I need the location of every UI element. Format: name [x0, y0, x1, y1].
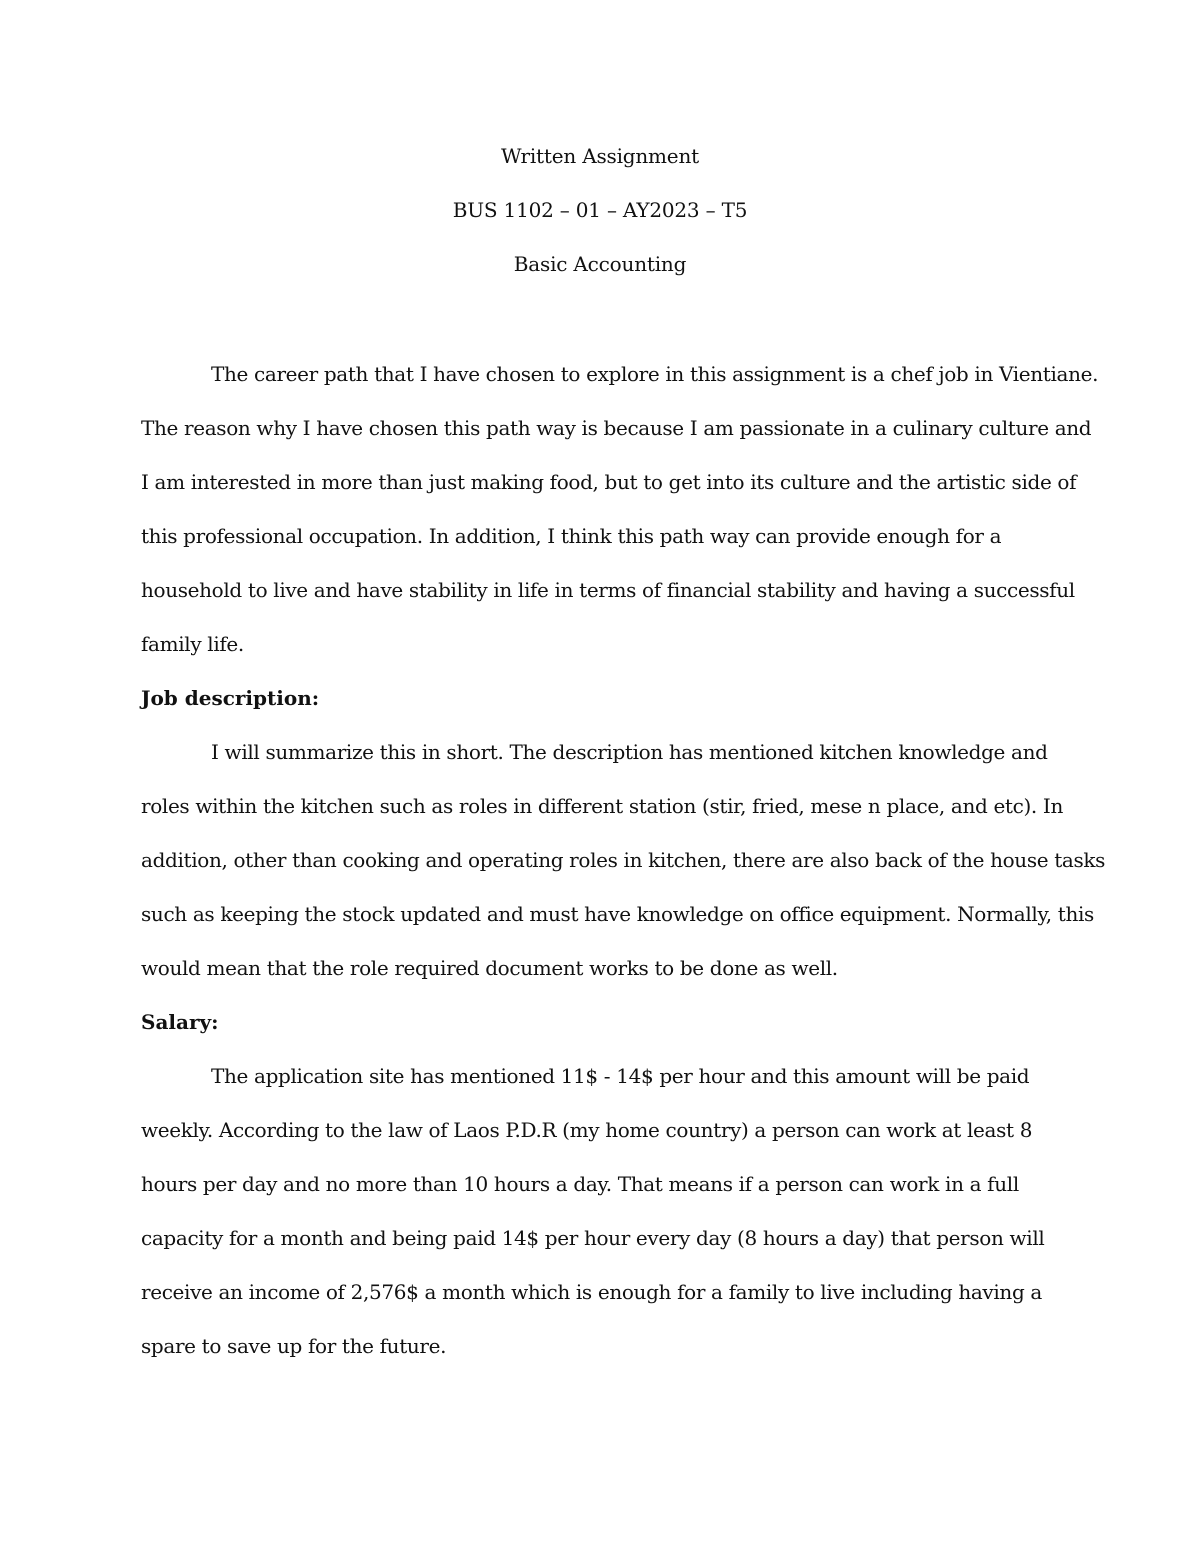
paragraph-line: would mean that the role required document works to be done as well.	[141, 956, 838, 980]
paragraph-line: I will summarize this in short. The description has mentioned kitchen knowledge and	[211, 740, 1048, 764]
paragraph-line: this professional occupation. In addition, I think this path way can provide enough for a	[141, 524, 1002, 548]
paragraph-line: household to live and have stability in life in terms of financial stability and having a successful	[141, 578, 1075, 602]
paragraph-line: The reason why I have chosen this path way is because I am passionate in a culinary culture and	[141, 416, 1092, 440]
paragraph-line: capacity for a month and being paid 14$ per hour every day (8 hours a day) that person will	[141, 1226, 1045, 1250]
paragraph-line: hours per day and no more than 10 hours a day. That means if a person can work in a full	[141, 1172, 1019, 1196]
course-subject: Basic Accounting	[513, 252, 687, 276]
paragraph-line: The career path that I have chosen to explore in this assignment is a chef job in Vientiane.	[211, 362, 1099, 386]
document-title: Written Assignment	[501, 144, 699, 168]
paragraph-line: The application site has mentioned 11$ - 14$ per hour and this amount will be paid	[211, 1064, 1030, 1088]
job-description-heading: Job description:	[141, 686, 320, 710]
paragraph-line: family life.	[141, 632, 244, 656]
paragraph-line: receive an income of 2,576$ a month which is enough for a family to live including having a	[141, 1280, 1042, 1304]
paragraph-line: I am interested in more than just making food, but to get into its culture and the artistic side of	[141, 470, 1077, 494]
paragraph-line: addition, other than cooking and operating roles in kitchen, there are also back of the house tasks	[141, 848, 1106, 872]
paragraph-line: roles within the kitchen such as roles in different station (stir, fried, mese n place, and etc). In	[141, 794, 1064, 818]
paragraph-line: weekly. According to the law of Laos P.D.R (my home country) a person can work at least 8	[141, 1118, 1033, 1142]
paragraph-line: such as keeping the stock updated and must have knowledge on office equipment. Normally, this	[141, 902, 1094, 926]
course-code: BUS 1102 – 01 – AY2023 – T5	[452, 198, 748, 222]
salary-heading: Salary:	[141, 1010, 219, 1034]
paragraph-line: spare to save up for the future.	[141, 1334, 447, 1358]
